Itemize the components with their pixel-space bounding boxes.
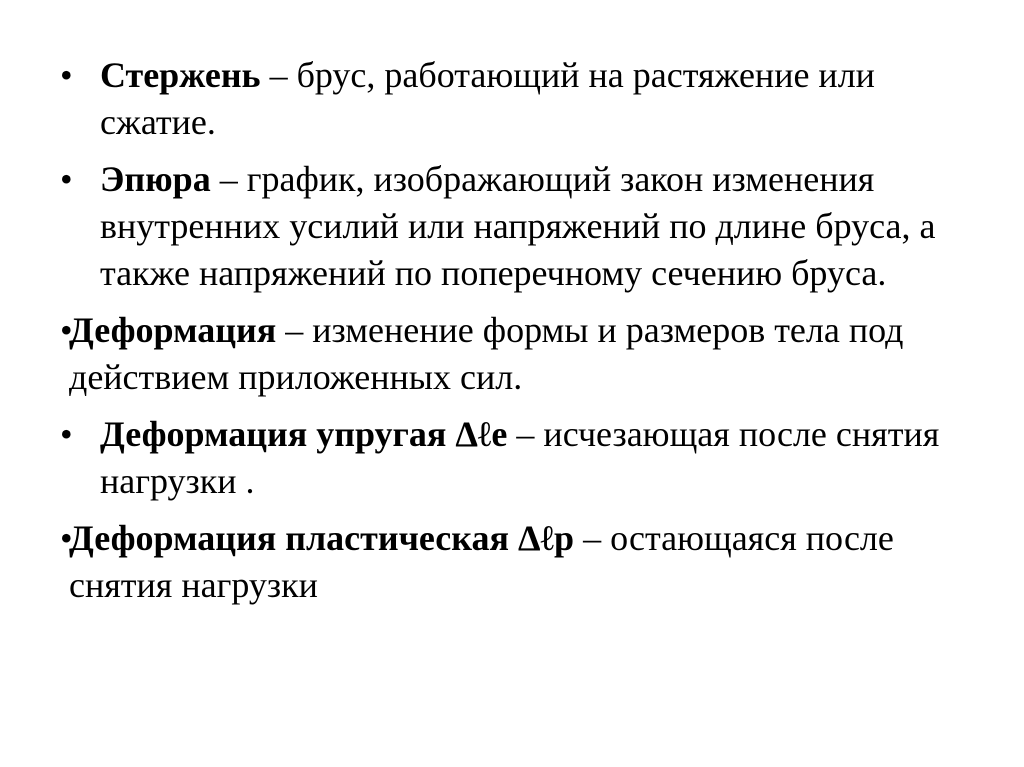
definition: – график, изображающий закон изменения внутренних усилий или напряжений по длине бруса, а также напряжений по поперечному сечению бруса.	[100, 159, 936, 293]
definition: – остающаяся после снятия нагрузки	[69, 518, 894, 605]
definition: – брус, работающий на растяжение или сжатие.	[100, 55, 875, 142]
definition: – изменение формы и размеров тела под действием приложенных сил.	[69, 310, 904, 397]
bullet-icon: •	[60, 310, 73, 350]
bullet-icon: •	[60, 518, 73, 558]
bullet-item-rod	[60, 52, 980, 146]
bullet-item-diagram	[60, 156, 980, 297]
bullet-list	[60, 52, 980, 619]
term: Эпюра	[100, 159, 211, 199]
bullet-icon: •	[60, 159, 73, 199]
term: Стержень	[100, 55, 261, 95]
bullet-item-plastic-deformation	[60, 515, 980, 609]
definition: – исчезающая после снятия нагрузки .	[100, 414, 940, 501]
bullet-item-elastic-deformation	[60, 411, 980, 505]
term: Деформация упругая Δℓе	[100, 414, 508, 454]
term: Деформация пластическая Δℓр	[69, 518, 575, 558]
term: Деформация	[69, 310, 277, 350]
bullet-icon: •	[60, 55, 73, 95]
bullet-icon: •	[60, 414, 73, 454]
bullet-item-deformation	[60, 307, 980, 401]
